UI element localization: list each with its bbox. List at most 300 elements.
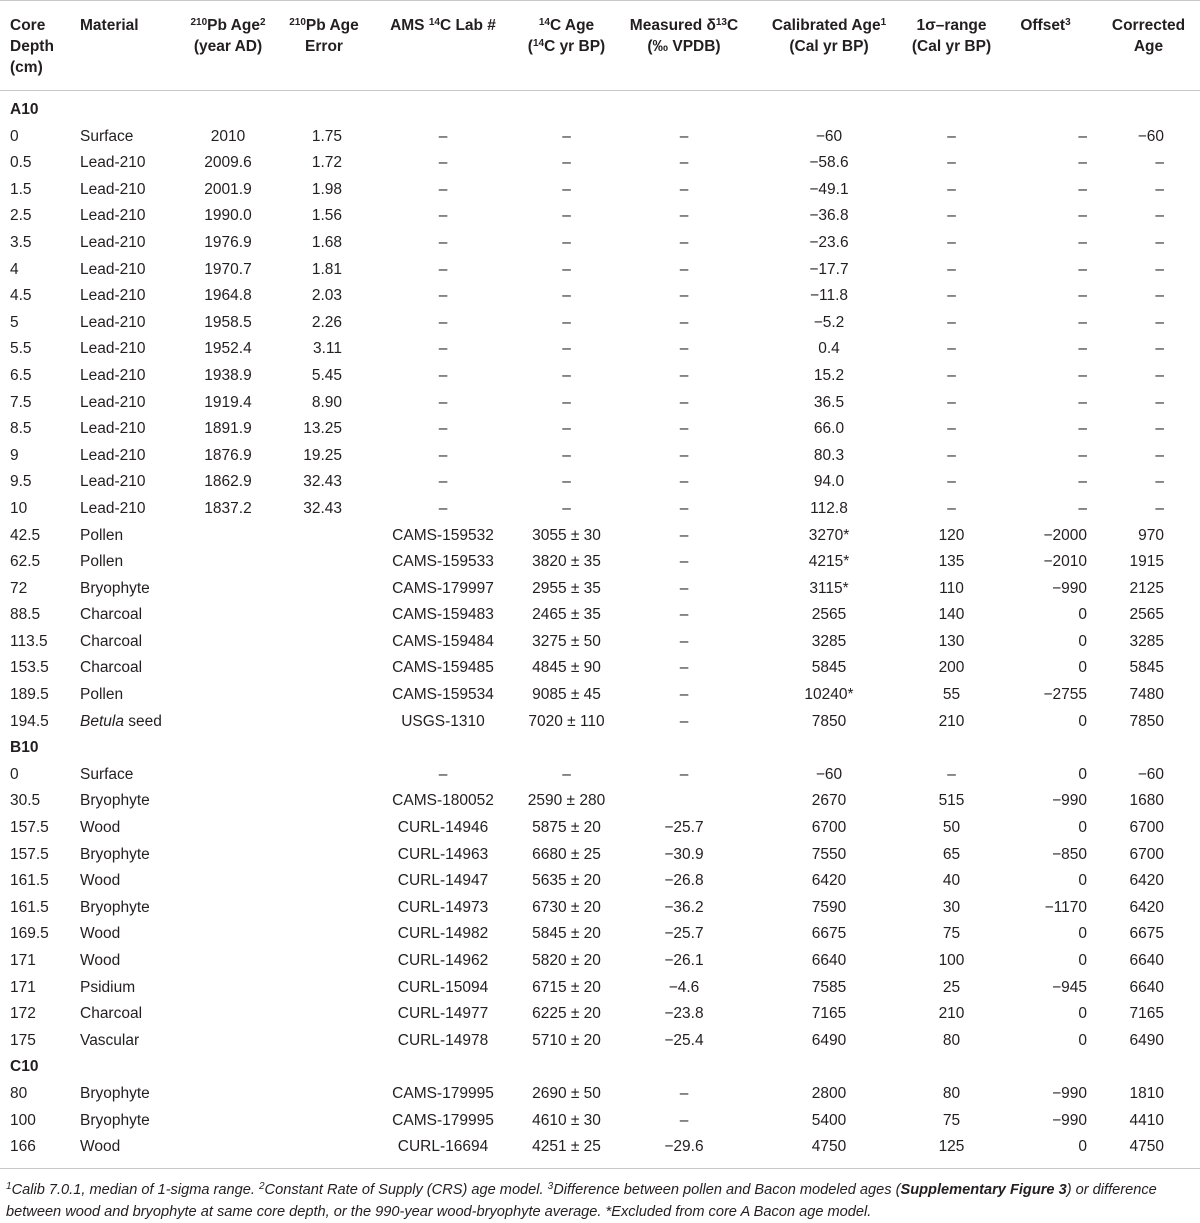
cell-pb-age-error — [276, 1134, 372, 1161]
cell-sigma-range: – — [947, 340, 956, 358]
cell-material: Wood — [80, 925, 121, 943]
cell-offset: 0 — [1078, 1031, 1087, 1049]
cell-offset: −990 — [1052, 792, 1087, 810]
cell-core-depth: 194.5 — [10, 712, 49, 730]
cell-offset: −1170 — [1044, 898, 1087, 916]
cell-sigma-range: 110 — [939, 579, 964, 597]
cell-corrected-age: 7480 — [1129, 686, 1164, 704]
cell-calibrated-age: 7585 — [811, 978, 847, 996]
cell-pb-age-error: 1.98 — [311, 180, 342, 198]
cell-offset: −945 — [1052, 978, 1087, 996]
table-row — [0, 150, 1200, 177]
cell-pb-age-error — [276, 709, 372, 736]
cell-corrected-age: – — [1155, 180, 1164, 198]
header-calibrated-age: Calibrated Age$^1$ (Cal yr BP) — [749, 1, 909, 91]
cell-offset: – — [1078, 154, 1087, 172]
cell-corrected-age: – — [1155, 207, 1164, 225]
table-row — [0, 443, 1200, 470]
cell-material: Bryophyte — [80, 1111, 150, 1129]
cell-pb-age: 1990.0 — [204, 207, 252, 225]
cell-c14-age: 7020 ± 110 — [528, 712, 605, 730]
cell-offset: – — [1078, 473, 1087, 491]
cell-corrected-age: – — [1155, 154, 1164, 172]
cell-c14-age: 2465 ± 35 — [532, 606, 601, 624]
cell-ams-lab: CAMS-159534 — [392, 686, 494, 704]
cell-ams-lab: – — [438, 233, 448, 251]
cell-offset: – — [1078, 260, 1087, 278]
cell-core-depth: 0 — [10, 765, 19, 783]
cell-pb-age-error: 2.26 — [311, 313, 342, 331]
cell-pb-age: 2010 — [210, 127, 246, 145]
cell-pb-age — [180, 1134, 276, 1161]
cell-corrected-age: 3285 — [1129, 632, 1164, 650]
cell-pb-age — [180, 655, 276, 682]
cell-material: Vascular — [80, 1031, 140, 1049]
cell-corrected-age: 4750 — [1129, 1138, 1164, 1156]
cell-corrected-age: – — [1155, 366, 1164, 384]
cell-sigma-range: – — [947, 287, 956, 305]
cell-core-depth: 4 — [10, 260, 19, 278]
cell-c14-age: – — [562, 233, 571, 251]
cell-delta13c: −30.9 — [664, 845, 704, 863]
table-row — [0, 1134, 1200, 1161]
cell-ams-lab: CURL-15094 — [397, 978, 489, 996]
cell-pb-age — [180, 975, 276, 1002]
cell-sigma-range: – — [947, 233, 956, 251]
cell-core-depth: 153.5 — [10, 659, 49, 677]
cell-material: Lead-210 — [80, 446, 146, 464]
cell-delta13c: – — [679, 287, 689, 305]
cell-ams-lab: CURL-16694 — [397, 1138, 489, 1156]
cell-corrected-age: 2125 — [1129, 579, 1164, 597]
cell-pb-age-error: 1.68 — [311, 233, 342, 251]
cell-calibrated-age: 36.5 — [813, 393, 845, 411]
header-offset: Offset$^3$ — [994, 1, 1097, 91]
cell-pb-age: 1862.9 — [204, 473, 252, 491]
cell-c14-age: – — [562, 366, 571, 384]
cell-ams-lab: CAMS-159483 — [392, 606, 494, 624]
cell-core-depth: 4.5 — [10, 287, 32, 305]
cell-core-depth: 9 — [10, 446, 19, 464]
cell-delta13c: – — [679, 553, 689, 571]
cell-corrected-age: 970 — [1138, 526, 1164, 544]
cell-calibrated-age: 4215* — [808, 553, 850, 571]
cell-material: Pollen — [80, 686, 124, 704]
cell-corrected-age: 6640 — [1129, 952, 1164, 969]
table-row — [0, 336, 1200, 363]
cell-delta13c: −26.1 — [664, 952, 704, 969]
cell-core-depth: 80 — [10, 1084, 28, 1102]
cell-pb-age: 2009.6 — [204, 154, 252, 172]
cell-offset: – — [1078, 499, 1087, 517]
table-row — [0, 203, 1200, 230]
cell-core-depth: 166 — [10, 1138, 36, 1156]
table-row — [0, 469, 1200, 496]
cell-pb-age-error — [276, 895, 372, 922]
cell-corrected-age: – — [1155, 446, 1164, 464]
cell-corrected-age: – — [1155, 287, 1164, 305]
cell-offset: – — [1078, 233, 1087, 251]
cell-calibrated-age: 2800 — [811, 1084, 847, 1102]
cell-material: Lead-210 — [80, 154, 146, 172]
cell-ams-lab: CURL-14963 — [397, 845, 489, 863]
table-row — [0, 576, 1200, 603]
cell-ams-lab: – — [438, 420, 448, 438]
cell-c14-age: 2690 ± 50 — [532, 1084, 601, 1102]
cell-ams-lab: CAMS-179995 — [392, 1111, 494, 1129]
cell-core-depth: 171 — [10, 952, 36, 969]
cell-material: Wood — [80, 952, 121, 969]
cell-offset: – — [1078, 393, 1087, 411]
cell-material: Wood — [80, 872, 121, 890]
cell-calibrated-age: −60 — [815, 765, 843, 783]
cell-pb-age-error — [276, 576, 372, 603]
cell-c14-age: – — [562, 127, 571, 145]
cell-sigma-range: 135 — [938, 553, 965, 571]
cell-delta13c: – — [679, 207, 689, 225]
cell-pb-age-error — [276, 549, 372, 576]
cell-delta13c: – — [679, 446, 689, 464]
cell-calibrated-age: 4750 — [811, 1138, 847, 1156]
cell-pb-age-error — [276, 815, 372, 842]
table-row — [0, 310, 1200, 337]
table-row — [0, 390, 1200, 417]
cell-calibrated-age: 5845 — [811, 659, 847, 677]
cell-core-depth: 100 — [10, 1111, 36, 1129]
cell-core-depth: 2.5 — [10, 207, 32, 225]
cell-material: Lead-210 — [80, 473, 146, 491]
cell-c14-age: – — [562, 260, 571, 278]
cell-pb-age — [180, 921, 276, 948]
cell-corrected-age: – — [1155, 340, 1164, 358]
cell-offset: 0 — [1078, 952, 1087, 969]
cell-corrected-age: 1915 — [1129, 553, 1164, 571]
cell-pb-age — [180, 1001, 276, 1028]
core-group-label: B10 — [10, 739, 39, 757]
cell-pb-age: 1970.7 — [204, 260, 252, 278]
cell-sigma-range: 210 — [938, 1005, 965, 1023]
header-pb-age-error: $^{210}$Pb Age Error — [276, 1, 372, 91]
table-row — [0, 230, 1200, 257]
cell-pb-age: 1891.9 — [204, 420, 252, 438]
cell-offset: 0 — [1078, 765, 1087, 783]
cell-core-depth: 189.5 — [10, 686, 49, 704]
cell-delta13c: – — [679, 765, 689, 783]
cell-sigma-range: – — [947, 499, 956, 517]
cell-sigma-range: 130 — [938, 632, 965, 650]
cell-offset: −850 — [1052, 845, 1087, 863]
cell-calibrated-age: 10240* — [804, 686, 854, 704]
cell-offset: – — [1078, 313, 1087, 331]
cell-core-depth: 6.5 — [10, 366, 32, 384]
table-row — [0, 549, 1200, 576]
cell-ams-lab: – — [438, 765, 448, 783]
cell-delta13c: – — [679, 127, 689, 145]
cell-c14-age: 3055 ± 30 — [532, 526, 601, 544]
cell-delta13c: −29.6 — [664, 1138, 704, 1156]
cell-corrected-age: 1810 — [1129, 1084, 1164, 1102]
cell-ams-lab: CAMS-159485 — [392, 659, 494, 677]
table-row — [0, 655, 1200, 682]
cell-delta13c: – — [679, 393, 689, 411]
cell-core-depth: 161.5 — [10, 872, 49, 890]
cell-pb-age-error: 1.75 — [311, 127, 342, 145]
cell-corrected-age: – — [1155, 233, 1164, 251]
cell-pb-age: 1919.4 — [204, 393, 252, 411]
table-row — [0, 948, 1200, 975]
cell-ams-lab: – — [438, 180, 448, 198]
cell-calibrated-age: −5.2 — [813, 313, 845, 331]
table-row — [0, 283, 1200, 310]
cell-core-depth: 1.5 — [10, 180, 32, 198]
cell-pb-age-error: 2.03 — [311, 287, 342, 305]
table-row — [0, 416, 1200, 443]
cell-pb-age — [180, 1028, 276, 1055]
group-row — [0, 735, 1200, 762]
cell-pb-age — [180, 549, 276, 576]
table-row — [0, 868, 1200, 895]
cell-delta13c: – — [679, 420, 689, 438]
cell-ams-lab: – — [438, 473, 448, 491]
cell-pb-age-error — [276, 1108, 372, 1135]
cell-pb-age-error: 8.90 — [311, 393, 342, 411]
cell-c14-age: – — [562, 420, 571, 438]
cell-ams-lab: – — [438, 313, 448, 331]
cell-pb-age — [180, 629, 276, 656]
cell-c14-age: – — [562, 393, 571, 411]
cell-ams-lab: – — [438, 260, 448, 278]
table-row — [0, 257, 1200, 284]
table-row — [0, 629, 1200, 656]
cell-calibrated-age: 3285 — [811, 632, 847, 650]
cell-delta13c: – — [679, 526, 689, 544]
header-row — [0, 1, 1200, 91]
cell-offset: 0 — [1078, 606, 1087, 624]
cell-sigma-range: 55 — [942, 686, 961, 704]
table-row — [0, 523, 1200, 550]
cell-calibrated-age: 2565 — [811, 606, 847, 624]
cell-material: Charcoal — [80, 1005, 143, 1023]
cell-delta13c: −36.2 — [664, 898, 704, 916]
cell-delta13c: – — [679, 366, 689, 384]
cell-pb-age-error: 1.81 — [311, 260, 342, 278]
cell-ams-lab: – — [438, 127, 448, 145]
cell-calibrated-age: 7590 — [811, 898, 847, 916]
cell-delta13c: – — [679, 473, 689, 491]
cell-offset: −2010 — [1043, 553, 1087, 571]
cell-sigma-range: 25 — [942, 978, 961, 996]
cell-delta13c: – — [679, 686, 689, 704]
cell-calibrated-age: 66.0 — [813, 420, 845, 438]
cell-delta13c — [619, 788, 749, 815]
cell-material: Bryophyte — [80, 579, 150, 597]
header-delta13c: Measured $\delta^{13}C$ (‰ VPDB) — [619, 1, 749, 91]
cell-ams-lab: – — [438, 446, 448, 464]
cell-delta13c: – — [679, 233, 689, 251]
cell-ams-lab: CURL-14946 — [397, 819, 489, 837]
cell-offset: – — [1078, 180, 1087, 198]
cell-corrected-age: 6700 — [1129, 845, 1164, 863]
cell-offset: – — [1078, 366, 1087, 384]
cell-pb-age-error — [276, 788, 372, 815]
table-row — [0, 895, 1200, 922]
cell-c14-age: – — [562, 313, 571, 331]
cell-corrected-age: 4410 — [1129, 1111, 1164, 1129]
table-row — [0, 177, 1200, 204]
cell-sigma-range: – — [947, 313, 956, 331]
cell-sigma-range: – — [947, 366, 956, 384]
cell-material: Pollen — [80, 526, 124, 544]
cell-core-depth: 172 — [10, 1005, 36, 1023]
cell-ams-lab: – — [438, 154, 448, 172]
cell-ams-lab: – — [438, 393, 448, 411]
cell-pb-age-error: 32.43 — [303, 473, 342, 491]
cell-calibrated-age: 80.3 — [813, 446, 845, 464]
cell-core-depth: 171 — [10, 978, 36, 996]
cell-c14-age: 6715 ± 20 — [532, 978, 601, 996]
cell-ams-lab: – — [438, 340, 448, 358]
cell-core-depth: 157.5 — [10, 845, 49, 863]
cell-pb-age-error — [276, 921, 372, 948]
cell-offset: 0 — [1078, 925, 1087, 943]
cell-offset: 0 — [1078, 819, 1087, 837]
cell-c14-age: 5820 ± 20 — [532, 952, 601, 969]
cell-pb-age — [180, 868, 276, 895]
cell-corrected-age: – — [1155, 473, 1164, 491]
cell-c14-age: – — [562, 154, 571, 172]
cell-pb-age-error: 13.25 — [303, 420, 342, 438]
cell-ams-lab: CAMS-180052 — [392, 792, 494, 810]
cell-delta13c: −23.8 — [664, 1005, 704, 1023]
cell-core-depth: 0 — [10, 127, 19, 145]
cell-sigma-range: – — [947, 207, 956, 225]
cell-sigma-range: 50 — [942, 819, 961, 837]
cell-core-depth: 9.5 — [10, 473, 32, 491]
cell-pb-age: 1938.9 — [204, 366, 252, 384]
cell-pb-age: 1952.4 — [204, 340, 252, 358]
cell-material: Lead-210 — [80, 420, 146, 438]
cell-calibrated-age: 3270* — [808, 526, 850, 544]
cell-sigma-range: 30 — [942, 898, 961, 916]
cell-ams-lab: – — [438, 499, 448, 517]
cell-corrected-age: – — [1155, 313, 1164, 331]
table-row — [0, 124, 1200, 151]
cell-delta13c: – — [679, 180, 689, 198]
cell-pb-age-error — [276, 655, 372, 682]
cell-ams-lab: CURL-14962 — [397, 952, 489, 969]
cell-pb-age-error: 32.43 — [303, 499, 342, 517]
cell-material: Wood — [80, 1138, 121, 1156]
cell-delta13c: – — [679, 260, 689, 278]
cell-pb-age — [180, 842, 276, 869]
cell-sigma-range: – — [947, 127, 956, 145]
cell-delta13c: – — [679, 632, 689, 650]
cell-offset: 0 — [1078, 1138, 1087, 1156]
cell-ams-lab: CURL-14978 — [397, 1031, 489, 1049]
cell-pb-age: 1837.2 — [204, 499, 252, 517]
cell-sigma-range: – — [947, 420, 956, 438]
table-row — [0, 363, 1200, 390]
cell-pb-age — [180, 815, 276, 842]
table-row — [0, 842, 1200, 869]
header-1sigma-range: 1σ–range (Cal yr BP) — [909, 1, 994, 91]
cell-c14-age: 9085 ± 45 — [532, 686, 601, 704]
cell-pb-age — [180, 709, 276, 736]
cell-offset: – — [1078, 287, 1087, 305]
cell-core-depth: 113.5 — [10, 632, 48, 650]
cell-delta13c: – — [679, 1084, 689, 1102]
table-body — [0, 91, 1200, 1161]
cell-pb-age-error — [276, 868, 372, 895]
cell-calibrated-age: 7850 — [811, 712, 847, 730]
cell-corrected-age: 6420 — [1129, 872, 1164, 890]
cell-delta13c: – — [679, 659, 689, 677]
cell-ams-lab: – — [438, 287, 448, 305]
cell-ams-lab: USGS-1310 — [401, 712, 485, 730]
cell-core-depth: 175 — [10, 1031, 36, 1049]
cell-sigma-range: 210 — [938, 712, 965, 730]
cell-offset: – — [1078, 446, 1087, 464]
table-row — [0, 975, 1200, 1002]
cell-calibrated-age: 7550 — [811, 845, 847, 863]
cell-corrected-age: 6420 — [1129, 898, 1164, 916]
cell-ams-lab: CURL-14973 — [397, 898, 489, 916]
cell-delta13c: – — [679, 606, 689, 624]
cell-corrected-age: – — [1155, 393, 1164, 411]
cell-pb-age-error: 5.45 — [311, 366, 342, 384]
cell-material: Lead-210 — [80, 313, 146, 331]
header-pb-age: $^{210}$Pb Age$^2$ (year AD) — [180, 1, 276, 91]
cell-sigma-range: – — [947, 180, 956, 198]
cell-sigma-range: 80 — [942, 1084, 961, 1102]
cell-c14-age: 5845 ± 20 — [532, 925, 601, 943]
cell-calibrated-age: 7165 — [811, 1005, 847, 1023]
cell-sigma-range: 125 — [938, 1138, 965, 1156]
cell-pb-age: 1976.9 — [204, 233, 252, 251]
cell-corrected-age: 6700 — [1129, 819, 1164, 837]
cell-pb-age: 1876.9 — [204, 446, 252, 464]
table-row — [0, 1001, 1200, 1028]
cell-core-depth: 72 — [10, 579, 28, 597]
header-corrected-age: Corrected Age — [1097, 1, 1200, 91]
cell-calibrated-age: 6700 — [811, 819, 847, 837]
group-row — [0, 91, 1200, 124]
cell-material: Bryophyte — [80, 1084, 150, 1102]
cell-delta13c: – — [679, 313, 689, 331]
cell-corrected-age: – — [1155, 260, 1164, 278]
cell-calibrated-age: 2670 — [811, 792, 847, 810]
cell-core-depth: 3.5 — [10, 233, 32, 251]
cell-core-depth: 7.5 — [10, 393, 32, 411]
core-group-label: C10 — [10, 1058, 39, 1076]
cell-core-depth: 8.5 — [10, 420, 32, 438]
table-row — [0, 1108, 1200, 1135]
cell-delta13c: −25.7 — [664, 925, 704, 943]
cell-offset: – — [1078, 420, 1087, 438]
cell-delta13c: −26.8 — [664, 872, 704, 890]
cell-pb-age-error: 1.72 — [311, 154, 342, 172]
cell-sigma-range: 65 — [942, 845, 961, 863]
cell-calibrated-age: 6490 — [811, 1031, 847, 1049]
header-ams-lab: AMS $^{14}$C Lab # — [372, 1, 514, 91]
cell-offset: 0 — [1078, 872, 1087, 890]
cell-c14-age: – — [562, 180, 571, 198]
cell-delta13c: – — [679, 579, 689, 597]
core-group-label: A10 — [10, 101, 39, 118]
cell-delta13c: – — [679, 499, 689, 517]
cell-pb-age — [180, 788, 276, 815]
cell-offset: – — [1078, 127, 1087, 145]
